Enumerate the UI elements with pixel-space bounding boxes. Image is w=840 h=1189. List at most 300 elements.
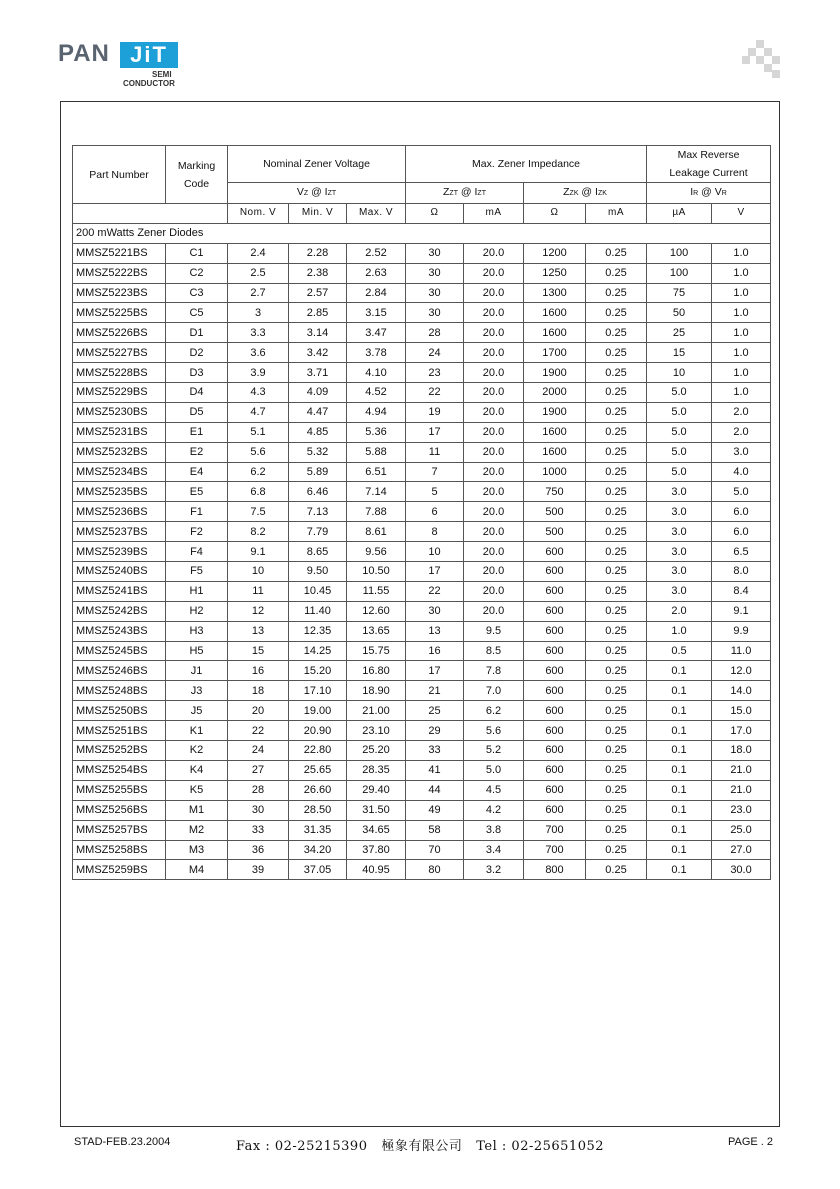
part-number-cell: MMSZ5230BS	[73, 402, 166, 422]
table-cell: 1.0	[712, 243, 771, 263]
table-row	[73, 860, 771, 880]
table-cell: 1.0	[712, 263, 771, 283]
table-cell: 5.0	[647, 383, 712, 403]
table-cell: 30	[406, 243, 464, 263]
table-cell: 3.78	[347, 343, 406, 363]
table-cell: 20.0	[464, 363, 524, 383]
table-cell: 7.88	[347, 502, 406, 522]
table-cell: 700	[524, 820, 586, 840]
table-cell: 20.0	[464, 442, 524, 462]
header-nominal-zener-voltage: Nominal Zener Voltage	[228, 146, 406, 183]
table-cell: C1	[166, 243, 228, 263]
table-cell: 26.60	[289, 780, 347, 800]
table-cell: 1.0	[712, 323, 771, 343]
table-cell: 0.1	[647, 760, 712, 780]
table-cell: 30	[406, 601, 464, 621]
table-cell: 20.0	[464, 562, 524, 582]
part-number-cell: MMSZ5221BS	[73, 243, 166, 263]
table-cell: M4	[166, 860, 228, 880]
table-cell: 18	[228, 681, 289, 701]
table-cell: C2	[166, 263, 228, 283]
table-cell: 0.25	[586, 780, 647, 800]
table-cell: 0.1	[647, 840, 712, 860]
table-cell: 8.61	[347, 522, 406, 542]
table-cell: 0.25	[586, 701, 647, 721]
table-cell: 30	[406, 263, 464, 283]
table-row	[73, 343, 771, 363]
table-cell: 4.09	[289, 383, 347, 403]
table-cell: 100	[647, 263, 712, 283]
table-cell: 20.0	[464, 303, 524, 323]
table-cell: 4.7	[228, 402, 289, 422]
table-cell: 20.0	[464, 263, 524, 283]
table-row	[73, 621, 771, 641]
page-number: PAGE . 2	[728, 1136, 774, 1148]
table-cell: 1600	[524, 303, 586, 323]
table-cell: 9.1	[712, 601, 771, 621]
table-cell: 3.3	[228, 323, 289, 343]
table-row	[73, 780, 771, 800]
table-cell: 11.40	[289, 601, 347, 621]
table-cell: 0.25	[586, 820, 647, 840]
table-row	[73, 760, 771, 780]
logo-pan-text: PAN	[58, 40, 110, 67]
table-cell: 0.25	[586, 502, 647, 522]
table-cell: 4.2	[464, 800, 524, 820]
table-cell: D1	[166, 323, 228, 343]
table-cell: 3.71	[289, 363, 347, 383]
table-cell: 15.0	[712, 701, 771, 721]
table-cell: 1.0	[712, 343, 771, 363]
logo-jit-text: JiT	[130, 42, 168, 67]
table-cell: 6	[406, 502, 464, 522]
table-cell: 8.5	[464, 641, 524, 661]
table-cell: 37.80	[347, 840, 406, 860]
table-cell: D5	[166, 402, 228, 422]
table-cell: 0.25	[586, 741, 647, 761]
table-cell: 15	[228, 641, 289, 661]
table-cell: 600	[524, 760, 586, 780]
table-cell: 0.25	[586, 462, 647, 482]
table-cell: M2	[166, 820, 228, 840]
unit-cell: Max. V	[347, 204, 406, 224]
table-cell: 3.0	[647, 522, 712, 542]
header-part-number: Part Number	[73, 146, 166, 204]
table-cell: 3.8	[464, 820, 524, 840]
table-cell: 29	[406, 721, 464, 741]
unit-cell: V	[712, 204, 771, 224]
table-cell: 9.9	[712, 621, 771, 641]
part-number-cell: MMSZ5227BS	[73, 343, 166, 363]
table-cell: 6.0	[712, 502, 771, 522]
table-cell: 20.0	[464, 243, 524, 263]
part-number-cell: MMSZ5256BS	[73, 800, 166, 820]
table-cell: 7.79	[289, 522, 347, 542]
table-cell: 1.0	[647, 621, 712, 641]
table-cell: 5.0	[647, 462, 712, 482]
part-number-cell: MMSZ5228BS	[73, 363, 166, 383]
table-row	[73, 721, 771, 741]
table-cell: 7.8	[464, 661, 524, 681]
table-cell: 0.25	[586, 581, 647, 601]
table-cell: 0.25	[586, 681, 647, 701]
table-cell: F2	[166, 522, 228, 542]
table-cell: 6.2	[464, 701, 524, 721]
table-cell: 5.0	[647, 422, 712, 442]
table-cell: 0.25	[586, 800, 647, 820]
table-cell: 7.13	[289, 502, 347, 522]
table-cell: 1.0	[712, 383, 771, 403]
table-cell: H1	[166, 581, 228, 601]
table-cell: 1.0	[712, 363, 771, 383]
table-cell: 16.80	[347, 661, 406, 681]
table-cell: 21	[406, 681, 464, 701]
table-cell: 12.35	[289, 621, 347, 641]
table-cell: 0.25	[586, 343, 647, 363]
table-cell: 5.6	[464, 721, 524, 741]
table-cell: 1700	[524, 343, 586, 363]
table-cell: 10	[406, 542, 464, 562]
table-cell: 11.0	[712, 641, 771, 661]
table-cell: 5.1	[228, 422, 289, 442]
table-cell: 750	[524, 482, 586, 502]
table-cell: 4.3	[228, 383, 289, 403]
table-cell: K1	[166, 721, 228, 741]
part-number-cell: MMSZ5237BS	[73, 522, 166, 542]
part-number-cell: MMSZ5257BS	[73, 820, 166, 840]
table-cell: E2	[166, 442, 228, 462]
table-cell: 5.0	[464, 760, 524, 780]
table-cell: 0.25	[586, 283, 647, 303]
table-cell: 49	[406, 800, 464, 820]
table-cell: C3	[166, 283, 228, 303]
table-cell: 10	[647, 363, 712, 383]
table-cell: 0.25	[586, 263, 647, 283]
table-cell: 3.0	[647, 502, 712, 522]
table-cell: 14.0	[712, 681, 771, 701]
table-row	[73, 422, 771, 442]
table-cell: J5	[166, 701, 228, 721]
unit-cell: Ω	[524, 204, 586, 224]
logo-semi-text: SEMI	[152, 70, 172, 79]
table-cell: H2	[166, 601, 228, 621]
table-cell: M1	[166, 800, 228, 820]
table-cell: 70	[406, 840, 464, 860]
header-max-reverse-leakage: Max Reverse Leakage Current	[647, 146, 771, 183]
table-cell: 1300	[524, 283, 586, 303]
table-cell: 3.6	[228, 343, 289, 363]
table-cell: 39	[228, 860, 289, 880]
table-cell: 28.50	[289, 800, 347, 820]
table-cell: 6.46	[289, 482, 347, 502]
units-blank	[73, 204, 228, 224]
table-cell: 11	[228, 581, 289, 601]
table-cell: H5	[166, 641, 228, 661]
table-cell: 25.20	[347, 741, 406, 761]
part-number-cell: MMSZ5243BS	[73, 621, 166, 641]
table-cell: D3	[166, 363, 228, 383]
table-cell: 6.2	[228, 462, 289, 482]
table-cell: 28	[406, 323, 464, 343]
table-cell: 11.55	[347, 581, 406, 601]
table-cell: 17	[406, 661, 464, 681]
table-cell: K2	[166, 741, 228, 761]
table-cell: 0.25	[586, 621, 647, 641]
table-row	[73, 681, 771, 701]
table-cell: M3	[166, 840, 228, 860]
table-cell: 0.25	[586, 601, 647, 621]
table-cell: 4.52	[347, 383, 406, 403]
table-cell: 600	[524, 661, 586, 681]
table-cell: 20.0	[464, 343, 524, 363]
table-cell: 4.94	[347, 402, 406, 422]
part-number-cell: MMSZ5239BS	[73, 542, 166, 562]
table-cell: 75	[647, 283, 712, 303]
table-cell: 2.5	[228, 263, 289, 283]
table-cell: 4.10	[347, 363, 406, 383]
table-row	[73, 303, 771, 323]
table-cell: 0.1	[647, 780, 712, 800]
table-cell: 6.51	[347, 462, 406, 482]
table-cell: 0.25	[586, 482, 647, 502]
table-cell: 13.65	[347, 621, 406, 641]
table-row	[73, 800, 771, 820]
table-cell: 0.1	[647, 860, 712, 880]
table-row	[73, 283, 771, 303]
table-cell: 500	[524, 502, 586, 522]
part-number-cell: MMSZ5248BS	[73, 681, 166, 701]
table-cell: 700	[524, 840, 586, 860]
table-cell: 600	[524, 800, 586, 820]
table-cell: 8.0	[712, 562, 771, 582]
part-number-cell: MMSZ5232BS	[73, 442, 166, 462]
table-cell: 11	[406, 442, 464, 462]
unit-cell: Ω	[406, 204, 464, 224]
part-number-cell: MMSZ5241BS	[73, 581, 166, 601]
part-number-cell: MMSZ5222BS	[73, 263, 166, 283]
table-cell: 10	[228, 562, 289, 582]
table-cell: 17	[406, 562, 464, 582]
table-cell: D2	[166, 343, 228, 363]
table-cell: 2.52	[347, 243, 406, 263]
table-row	[73, 701, 771, 721]
table-cell: 600	[524, 721, 586, 741]
part-number-cell: MMSZ5252BS	[73, 741, 166, 761]
table-row	[73, 581, 771, 601]
unit-cell: mA	[464, 204, 524, 224]
table-cell: 1900	[524, 402, 586, 422]
table-cell: K5	[166, 780, 228, 800]
table-cell: 4.0	[712, 462, 771, 482]
table-cell: 100	[647, 243, 712, 263]
table-cell: 600	[524, 581, 586, 601]
table-cell: 0.25	[586, 383, 647, 403]
table-cell: 8.4	[712, 581, 771, 601]
table-cell: E1	[166, 422, 228, 442]
table-cell: 9.1	[228, 542, 289, 562]
table-cell: 600	[524, 601, 586, 621]
table-cell: 0.25	[586, 840, 647, 860]
table-cell: 3.0	[647, 562, 712, 582]
table-cell: 20.0	[464, 422, 524, 442]
table-cell: 0.5	[647, 641, 712, 661]
table-cell: 5.0	[647, 442, 712, 462]
table-cell: 3.42	[289, 343, 347, 363]
table-cell: 5.0	[647, 402, 712, 422]
company-logo	[58, 38, 198, 90]
table-cell: 0.1	[647, 820, 712, 840]
table-cell: 0.25	[586, 860, 647, 880]
table-cell: 9.5	[464, 621, 524, 641]
part-number-cell: MMSZ5255BS	[73, 780, 166, 800]
table-cell: J1	[166, 661, 228, 681]
table-cell: E4	[166, 462, 228, 482]
table-cell: 12.0	[712, 661, 771, 681]
table-cell: 3.2	[464, 860, 524, 880]
table-row	[73, 661, 771, 681]
table-cell: 58	[406, 820, 464, 840]
part-number-cell: MMSZ5231BS	[73, 422, 166, 442]
table-cell: 9.50	[289, 562, 347, 582]
table-cell: 13	[228, 621, 289, 641]
table-cell: 1250	[524, 263, 586, 283]
table-cell: 20	[228, 701, 289, 721]
table-cell: 16	[406, 641, 464, 661]
table-cell: 27	[228, 760, 289, 780]
table-cell: E5	[166, 482, 228, 502]
table-cell: 6.8	[228, 482, 289, 502]
table-cell: 600	[524, 701, 586, 721]
table-cell: 6.0	[712, 522, 771, 542]
table-cell: 9.56	[347, 542, 406, 562]
table-cell: 44	[406, 780, 464, 800]
table-cell: 600	[524, 681, 586, 701]
table-cell: 3.15	[347, 303, 406, 323]
table-row	[73, 522, 771, 542]
table-cell: 18.0	[712, 741, 771, 761]
table-cell: C5	[166, 303, 228, 323]
part-number-cell: MMSZ5242BS	[73, 601, 166, 621]
table-cell: 15	[647, 343, 712, 363]
table-cell: 20.0	[464, 462, 524, 482]
table-cell: 2.57	[289, 283, 347, 303]
part-number-cell: MMSZ5225BS	[73, 303, 166, 323]
table-cell: 25.0	[712, 820, 771, 840]
table-cell: 50	[647, 303, 712, 323]
table-cell: 3.4	[464, 840, 524, 860]
units-row	[73, 204, 771, 224]
table-cell: 20.0	[464, 383, 524, 403]
table-cell: 0.1	[647, 701, 712, 721]
table-cell: H3	[166, 621, 228, 641]
header-zzt-izt: ZZT @ IZT	[406, 183, 524, 204]
table-cell: 500	[524, 522, 586, 542]
table-cell: 25	[406, 701, 464, 721]
table-cell: 3.0	[647, 482, 712, 502]
table-cell: 600	[524, 621, 586, 641]
table-cell: 0.1	[647, 721, 712, 741]
table-cell: 22	[228, 721, 289, 741]
table-cell: 23	[406, 363, 464, 383]
table-cell: 8.65	[289, 542, 347, 562]
table-cell: 8	[406, 522, 464, 542]
table-cell: 0.25	[586, 442, 647, 462]
part-number-cell: MMSZ5258BS	[73, 840, 166, 860]
table-cell: 28.35	[347, 760, 406, 780]
table-cell: 0.25	[586, 243, 647, 263]
table-cell: 22	[406, 383, 464, 403]
table-cell: 2.63	[347, 263, 406, 283]
table-cell: 17.0	[712, 721, 771, 741]
table-cell: 17.10	[289, 681, 347, 701]
table-cell: 0.25	[586, 641, 647, 661]
table-cell: 1600	[524, 442, 586, 462]
table-cell: 5.89	[289, 462, 347, 482]
table-cell: 5.6	[228, 442, 289, 462]
table-cell: 2.38	[289, 263, 347, 283]
table-cell: 2.7	[228, 283, 289, 303]
table-cell: 5.2	[464, 741, 524, 761]
table-cell: 23.0	[712, 800, 771, 820]
table-cell: 2.0	[647, 601, 712, 621]
table-cell: 0.1	[647, 741, 712, 761]
table-row	[73, 562, 771, 582]
table-cell: 0.25	[586, 562, 647, 582]
table-cell: 20.0	[464, 581, 524, 601]
table-cell: 18.90	[347, 681, 406, 701]
table-row	[73, 402, 771, 422]
table-cell: 40.95	[347, 860, 406, 880]
table-cell: 20.90	[289, 721, 347, 741]
table-cell: 5.0	[712, 482, 771, 502]
table-cell: 3.0	[647, 542, 712, 562]
table-cell: 37.05	[289, 860, 347, 880]
table-cell: 4.5	[464, 780, 524, 800]
table-cell: F1	[166, 502, 228, 522]
part-number-cell: MMSZ5235BS	[73, 482, 166, 502]
table-cell: 20.0	[464, 542, 524, 562]
table-cell: 30	[406, 283, 464, 303]
table-cell: 7	[406, 462, 464, 482]
table-cell: 30	[406, 303, 464, 323]
table-cell: 600	[524, 562, 586, 582]
table-cell: 0.1	[647, 681, 712, 701]
table-cell: 20.0	[464, 502, 524, 522]
table-cell: 20.0	[464, 283, 524, 303]
table-row	[73, 840, 771, 860]
header-max-zener-impedance: Max. Zener Impedance	[406, 146, 647, 183]
table-cell: 600	[524, 641, 586, 661]
table-cell: 3.0	[647, 581, 712, 601]
table-cell: 12	[228, 601, 289, 621]
table-cell: 24	[406, 343, 464, 363]
document-id: STAD-FEB.23.2004	[74, 1136, 171, 1148]
part-number-cell: MMSZ5236BS	[73, 502, 166, 522]
table-cell: 1000	[524, 462, 586, 482]
table-cell: 0.25	[586, 522, 647, 542]
table-cell: 14.25	[289, 641, 347, 661]
table-cell: 5.88	[347, 442, 406, 462]
decorative-squares-icon	[742, 40, 782, 80]
contact-info: Fax : 02-25215390 極象有限公司 Tel : 02-25651052	[236, 1139, 605, 1154]
table-cell: 3.14	[289, 323, 347, 343]
table-cell: 31.50	[347, 800, 406, 820]
part-number-cell: MMSZ5240BS	[73, 562, 166, 582]
table-cell: 20.0	[464, 482, 524, 502]
table-cell: 28	[228, 780, 289, 800]
table-cell: 3	[228, 303, 289, 323]
table-cell: 19.00	[289, 701, 347, 721]
